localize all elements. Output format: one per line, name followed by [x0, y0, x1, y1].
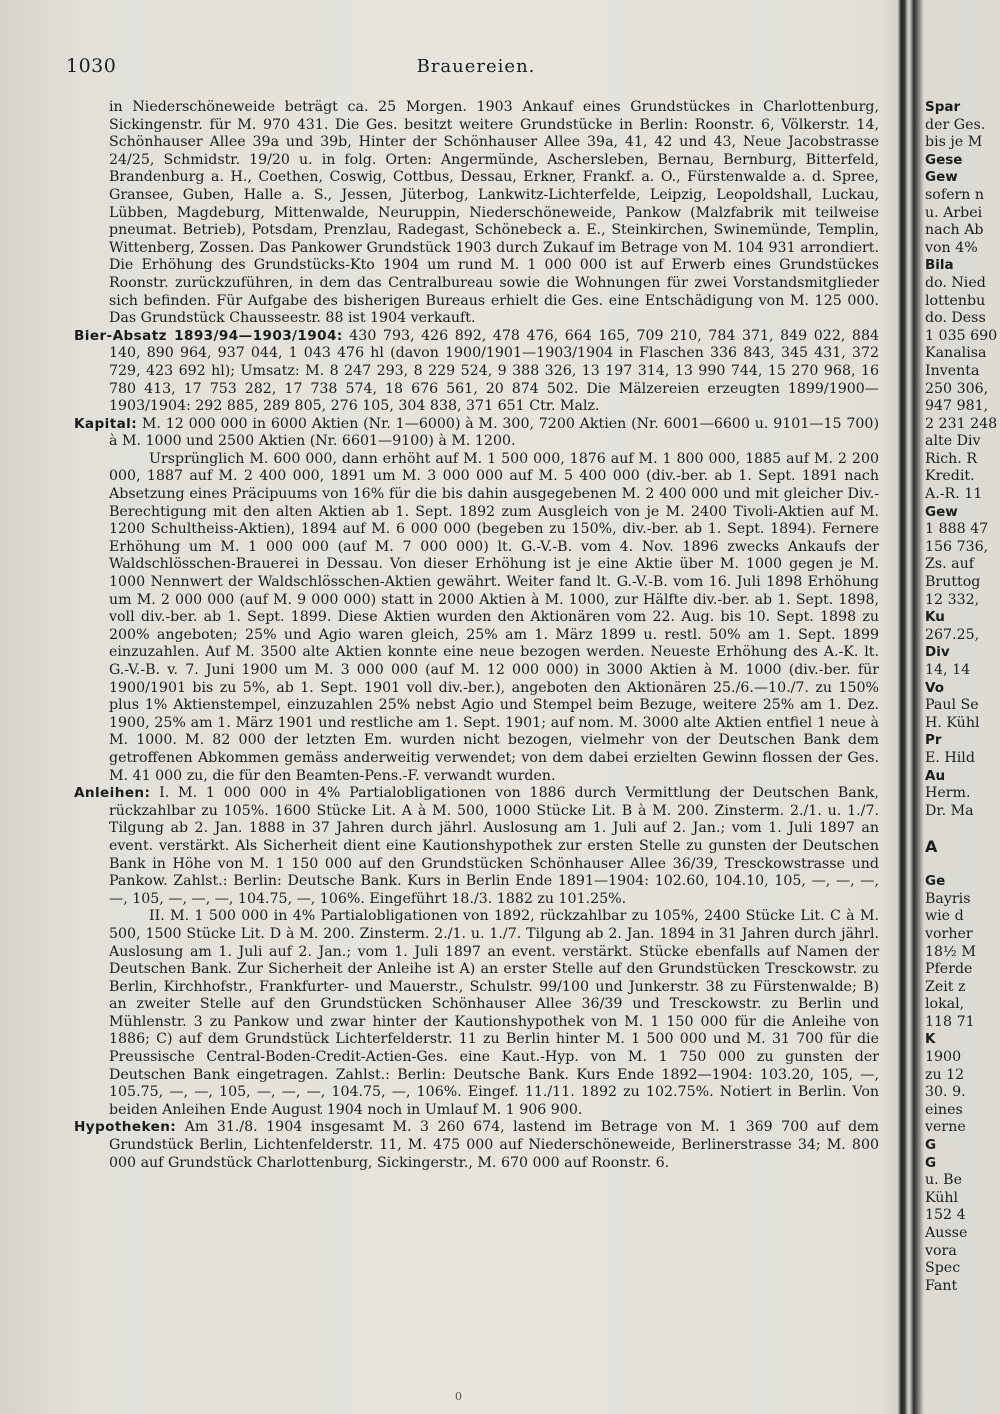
- next-page-fragment: do. Dess: [925, 310, 986, 327]
- hypotheken-text: Am 31./8. 1904 insgesamt M. 3 260 674, lastend im Betrage von M. 1 369 700 auf dem Grundstück Berlin, Lichtenfelderstr. 11, M. 475 000 auf Niederschöneweide, Berlinerstrasse 34; M. 800 000 auf Grundstück Charlottenburg, Sickingerstr., M. 670 000 auf Roonstr. 6.: [109, 1119, 879, 1171]
- next-page-fragment: sofern n: [925, 186, 985, 203]
- next-page-fragment: 1 888 47: [925, 521, 989, 538]
- next-page-fragment: Fant: [925, 1277, 958, 1294]
- next-page-fragment: Kredit.: [925, 468, 975, 485]
- next-page-fragment: Vo: [925, 679, 944, 696]
- next-page-fragment: Ausse: [925, 1225, 968, 1241]
- next-page-fragment: Gese: [925, 151, 963, 168]
- bottom-mark: 0: [455, 1390, 462, 1403]
- next-page-fragment: Zs. auf: [925, 556, 975, 573]
- next-page-fragment: Bayris: [925, 890, 971, 907]
- next-page-fragment: Bruttog: [925, 574, 981, 591]
- page-number: 1030: [66, 55, 117, 77]
- anleihen-label: Anleihen:: [74, 785, 151, 802]
- next-page-fragment: G: [925, 1154, 937, 1171]
- next-page-fragment: Inventa: [925, 362, 980, 379]
- next-page-fragment: bis je M: [925, 134, 983, 151]
- running-title: Brauereien.: [416, 56, 536, 77]
- bier-absatz-section: [74, 328, 879, 416]
- next-page-fragment: Dr. Ma: [925, 802, 974, 819]
- next-page-fragment: Au: [925, 767, 946, 784]
- next-page-fragment: der Ges.: [925, 116, 986, 133]
- next-page-fragment: Spar: [925, 99, 961, 115]
- next-page-fragment: A: [925, 836, 938, 856]
- next-page-fragment: wie d: [925, 908, 964, 925]
- next-page-fragment: 156 736,: [925, 538, 989, 555]
- kapital-section: [74, 416, 879, 451]
- kapital-label: Kapital:: [74, 415, 138, 432]
- next-page-fragment: Rich. R: [925, 450, 978, 467]
- next-page-fragment: 947 981,: [925, 398, 989, 415]
- next-page-column: [925, 99, 1000, 1295]
- next-page-fragment: verne: [925, 1119, 966, 1136]
- next-page-fragment: 1 035 690: [925, 327, 998, 344]
- bier-absatz-text: 430 793, 426 892, 478 476, 664 165, 709 210, 784 371, 849 022, 884 140, 890 964, 937 044, 1 043 476 hl (davon 1900/1901—1903/1904 in Flaschen 336 843, 345 431, 372 729, 423 692 hl); Umsatz: M. 8 247 293, 8 229 524, 9 388 326, 13 197 314, 13 990 744, 15 270 968, 16 780 413, 17 753 282, 17 738 574, 18 676 561, 20 874 502. Die Mälzereien erzeugten 1899/1900—1903/1904: 292 885, 289 805, 276 105, 304 838, 371 651 Ctr. Malz.: [109, 327, 879, 415]
- next-page-fragment: E. Hild: [925, 749, 975, 766]
- next-page-fragment: Paul Se: [925, 697, 979, 714]
- book-gutter: [898, 0, 908, 1414]
- next-page-fragment: Spec: [925, 1260, 961, 1277]
- next-page-fragment: vorher: [925, 925, 973, 942]
- page-header: [66, 55, 886, 83]
- next-page-fragment: vora: [925, 1242, 957, 1259]
- next-page-fragment: Div: [925, 644, 950, 661]
- next-page-fragment: G: [925, 1137, 937, 1154]
- next-page-fragment: Zeit z: [925, 978, 966, 995]
- next-page-fragment: Gew: [925, 503, 958, 520]
- next-page-fragment: u. Be: [925, 1172, 962, 1189]
- next-page-fragment: eines: [925, 1101, 963, 1118]
- next-page-fragment: u. Arbei: [925, 204, 983, 221]
- anleihen-section: [74, 785, 879, 908]
- next-page-fragment: lottenbu: [925, 292, 986, 309]
- next-page-fragment: Kanalisa: [925, 345, 987, 362]
- intro-paragraph: in Niederschöneweide beträgt ca. 25 Morgen. 1903 Ankauf eines Grundstückes in Charlottenburg, Sickingenstr. für M. 970 431. Die Ges. besitzt weitere Grundstücke in Berlin: Roonstr. 6, Völkerstr. 14, Schönhauser Allee 39a und 39b, Hinter der Schönhauser Allee 39a, 41, 42 und 43, Neue Jacobstrasse 24/25, Schmidstr. 19/20 u. in folg. Orten: Angermünde, Aschersleben, Bernau, Bernburg, Bitterfeld, Brandenburg a. H., Coethen, Coswig, Cottbus, Dessau, Erkner, Frankf. a. O., Fürstenwalde a. d. Spree, Gransee, Guben, Halle a. S., Jessen, Jüterbog, Lankwitz-Lichterfelde, Leipzig, Leopoldshall, Luckau, Lübben, Magdeburg, Mittenwalde, Neuruppin, Niederschöneweide, Pankow (Malzfabrik mit teilweise pneumat. Betrieb), Potsdam, Prenzlau, Radegast, Schönebeck a. E., Steinkirchen, Swinemünde, Templin, Wittenberg, Zossen. Das Pankower Grundstück 1903 durch Zukauf im Betrage von M. 104 931 arrondiert. Die Erhöhung des Grundstücks-Kto 1904 um rund M. 1 000 000 ist auf Erwerb eines Grundstückes Roonstr. zurückzuführen, in dem das Centralbureau sowie die Wohnungen für zwei Vorstandsmitglieder sich befinden. Für Aufgabe des bisherigen Bureaus erhielt die Ges. eine Entschädigung von M. 125 000. Das Grundstück Chausseestr. 88 ist 1904 verkauft.: [109, 99, 879, 327]
- kapital-history: Ursprünglich M. 600 000, dann erhöht auf M. 1 500 000, 1876 auf M. 1 800 000, 1885 auf M. 2 200 000, 1887 auf M. 2 400 000, 1891 um M. 3 000 000 auf M. 5 400 000 (div.-ber. ab 1. Sept. 1891 nach Absetzung eines Präcipuums von 16% für die bis dahin ausgegebenen M. 2 400 000 und mit gleicher Div.-Berechtigung mit den alten Aktien ab 1. Sept. 1892 zum Ausgleich von je M. 2400 Tivoli-Aktien auf M. 1200 Schultheiss-Aktien), 1894 auf M. 6 000 000 (begeben zu 150%, div.-ber. ab 1. Sept. 1894). Fernere Erhöhung um M. 1 000 000 (auf M. 7 000 000) lt. G.-V.-B. vom 4. Nov. 1896 zwecks Ankaufs der Waldschlösschen-Brauerei in Dessau. Von dieser Erhöhung ist je eine Aktie über M. 1000 gegen je M. 1000 Nennwert der Waldschlösschen-Aktien gewährt. Weiter fand lt. G.-V.-B. vom 16. Juli 1898 Erhöhung um M. 2 000 000 (auf M. 9 000 000) statt in 2000 Aktien à M. 1000, zur Hälfte div.-ber. ab 1. Sept. 1898, voll div.-ber. ab 1. Sept. 1899. Diese Aktien wurden den Aktionären vom 22. Aug. bis 10. Sept. 1898 zu 200% angeboten; 25% und Agio waren gleich, 25% am 1. März 1899 u. restl. 50% am 1. Sept. 1899 einzuzahlen. Auf M. 3500 alte Aktien konnte eine neue bezogen werden. Neueste Erhöhung des A.-K. lt. G.-V.-B. v. 7. Juni 1900 um M. 3 000 000 (auf M. 12 000 000) in 3000 Aktien à M. 1000 (div.-ber. für 1900/1901 bis zu 5%, ab 1. Sept. 1901 voll div.-ber.), angeboten den Aktionären 25./6.—10./7. zu 150% plus 1% Aktienstempel, einzuzahlen 25% nebst Agio und Stempel beim Bezuge, weitere 25% am 1. Dez. 1900, 25% am 1. März 1901 und restliche am 1. Sept. 1901; auf nom. M. 3000 alte Aktien entfiel 1 neue à M. 1000. M. 82 000 der letzten Em. wurden nicht bezogen, vielmehr von der Deutschen Bank dem getroffenen Abkommen gemäss anderweitig verwendet; von dem dabei erzielten Gewinn flossen der Ges. M. 41 000 zu, die für den Beamten-Pens.-F. verwandt wurden.: [109, 450, 879, 784]
- next-page-fragment: Gew: [925, 169, 958, 186]
- next-page-fragment: 152 4: [925, 1207, 966, 1224]
- anleihen-text-2: II. M. 1 500 000 in 4% Partialobligationen von 1892, rückzahlbar zu 105%, 2400 Stücke Lit. C à M. 500, 1500 Stücke Lit. D à M. 200. Zinsterm. 2./1. u. 1./7. Tilgung ab 2. Jan. 1894 in 31 Jahren durch jährl. Auslosung am 1. Juli auf 2. Jan.; vom 1. Juli 1897 an event. verstärkt. Stücke ebenfalls auf Namen der Deutschen Bank. Zur Sicherheit der Anleihe ist A) an erster Stelle auf den Grundstücken Tresckowstr. zu Berlin, Kirchhofstr., Frankfurter- und Mauerstr., Schulstr. 99/100 und Junkerstr. 38 zu Fürstenwalde; B) an zweiter Stelle auf den Grundstücken Schönhauser Allee 36/39 und Tresckowstr. zu Berlin und Mühlenstr. 3 zu Pankow und zwar hinter der Kautionshypothek von M. 1 150 000 für die Anleihe von 1886; C) auf dem Grundstück Lichterfelderstr. 11 zu Berlin hinter M. 1 500 000 und M. 31 700 für die Preussische Central-Boden-Credit-Actien-Ges. eine Kaut.-Hyp. von M. 1 750 000 zu gunsten der Deutschen Bank eingetragen. Zahlst.: Berlin: Deutsche Bank. Kurs Ende 1892—1904: 103.20, 105, —, 105.75, —, —, 105, —, —, —, 104.75, —, 106%. Eingef. 11./11. 1892 zu 102.75%. Notiert in Berlin. Von beiden Anleihen Ende August 1904 noch in Umlauf M. 1 906 900.: [109, 908, 879, 1118]
- next-page-fragment: von 4%: [925, 239, 978, 256]
- next-page-fragment: do. Nied: [925, 274, 986, 291]
- next-page-fragment: K: [925, 1031, 936, 1048]
- next-page-fragment: 14, 14: [925, 662, 971, 678]
- next-page-fragment: Kühl: [925, 1189, 959, 1206]
- column-gap: [925, 820, 1000, 838]
- next-page-fragment: 250 306,: [925, 380, 989, 397]
- next-page-fragment: Bila: [925, 257, 954, 274]
- hypotheken-label: Hypotheken:: [74, 1119, 177, 1136]
- next-page-fragment: zu 12: [925, 1066, 965, 1083]
- next-page-fragment: 12 332,: [925, 591, 980, 608]
- next-page-fragment: lokal,: [925, 996, 965, 1013]
- kapital-text: M. 12 000 000 in 6000 Aktien (Nr. 1—6000) à M. 300, 7200 Aktien (Nr. 6001—6600 u. 9101—15 700) à M. 1000 und 2500 Aktien (Nr. 6601—9100) à M. 1200.: [109, 415, 879, 450]
- next-page-fragment: nach Ab: [925, 222, 984, 239]
- next-page-fragment: Herm.: [925, 785, 971, 802]
- column-gap: [925, 856, 1000, 874]
- next-page-fragment: 18½ M: [925, 943, 976, 960]
- hypotheken-section: [74, 1119, 879, 1172]
- next-page-fragment: 118 71: [925, 1013, 975, 1030]
- next-page-fragment: Ku: [925, 609, 945, 626]
- next-page-fragment: Pferde: [925, 961, 973, 978]
- bier-absatz-label: Bier-Absatz 1893/94—1903/1904:: [74, 327, 343, 344]
- next-page-fragment: Ge: [925, 873, 946, 890]
- next-page-fragment: 1900: [925, 1049, 962, 1066]
- anleihen-text-1: I. M. 1 000 000 in 4% Partialobligationen von 1886 durch Vermittlung der Deutschen Bank, rückzahlbar zu 105%. 1600 Stücke Lit. A à M. 500, 1000 Stücke Lit. B à M. 200. Zinsterm. 2./1. u. 1./7. Tilgung ab 2. Jan. 1888 in 37 Jahren durch jährl. Auslosung am 1. Juli auf 2. Jan.; vom 1. Juli 1897 an event. verstärkt. Als Sicherheit dient eine Kautionshypothek zur ersten Stelle zu gunsten der Deutschen Bank in Höhe von M. 1 150 000 auf den Grundstücken Schönhauser Allee 36/39, Tresckowstrasse und Pankow. Zahlst.: Berlin: Deutsche Bank. Kurs in Berlin Ende 1891—1904: 102.60, 104.10, 105, —, —, —, —, 105, —, —, —, 104.75, —, 106%. Eingeführt 18./3. 1882 zu 101.25%.: [109, 785, 879, 907]
- next-page-fragment: A.-R. 11: [925, 486, 983, 503]
- next-page-fragment: 30. 9.: [925, 1084, 966, 1101]
- main-column: [74, 99, 879, 1172]
- next-page-fragment: 2 231 248: [925, 415, 998, 432]
- next-page-fragment: 267.25,: [925, 626, 980, 643]
- next-page-fragment: alte Div: [925, 433, 981, 450]
- next-page-fragment: Pr: [925, 732, 942, 749]
- next-page-fragment: H. Kühl: [925, 714, 980, 731]
